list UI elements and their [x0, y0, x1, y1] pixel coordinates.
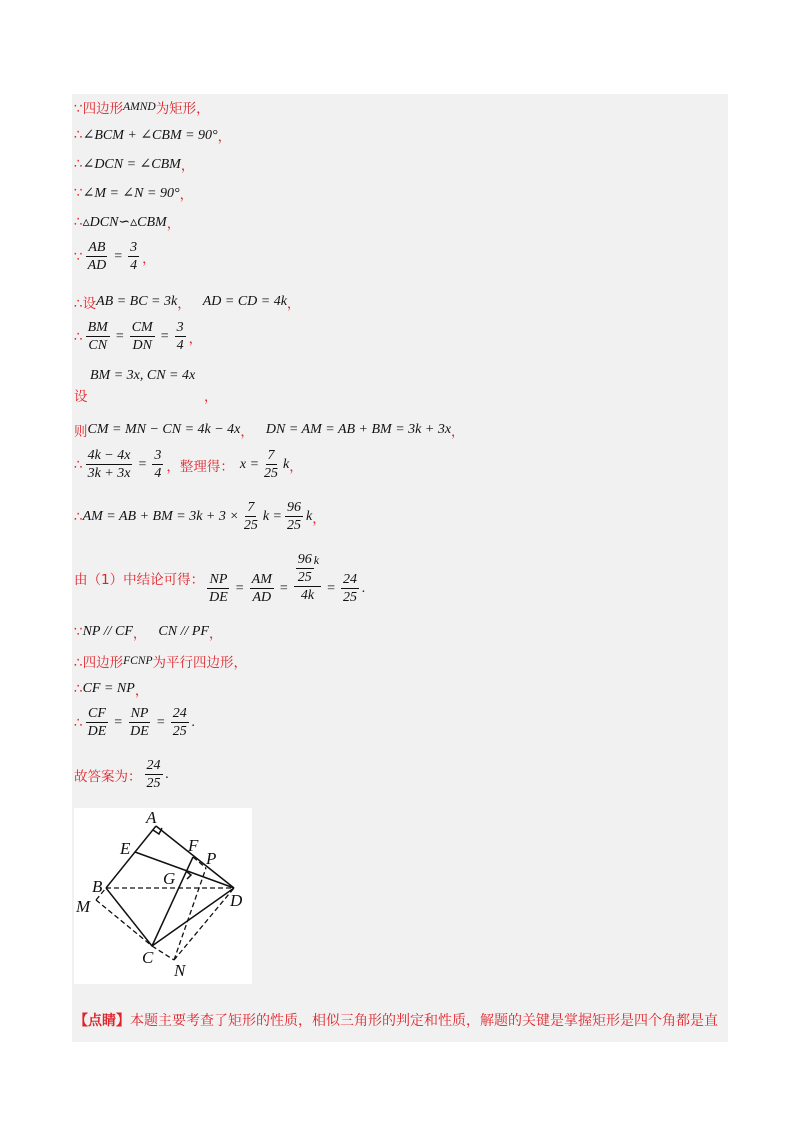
text-segment: 则 [74, 424, 88, 440]
fraction-denominator: 25 [243, 518, 258, 533]
fraction-numerator: 96 [287, 500, 301, 515]
label-D: D [230, 891, 243, 910]
fraction-numerator: CF [87, 706, 106, 721]
fraction-numerator: 4k − 4x [87, 448, 131, 463]
text-segment: ∴ [74, 214, 83, 230]
key-point-note [74, 1010, 718, 1030]
fraction-denominator: DE [209, 590, 228, 605]
label-G: G [163, 869, 176, 888]
text-segment: 设 [74, 389, 88, 405]
fraction-denominator: 3k + 3x [87, 466, 131, 481]
text-segment: ， [180, 158, 195, 174]
text-segment: ∵ [74, 624, 83, 640]
text-segment: ， [217, 129, 232, 145]
text-segment: ， [312, 510, 326, 527]
label-P: P [206, 849, 217, 868]
text-segment: 为平行四边形， [152, 655, 247, 671]
math-segment: x = [239, 456, 260, 472]
solution-line-15 [74, 651, 247, 671]
fraction-numerator: 24 [146, 758, 161, 773]
text-segment: ∴ [74, 156, 83, 172]
math-segment: k [306, 508, 313, 524]
text-segment: ∴ [74, 127, 83, 143]
label-C: C [142, 948, 154, 967]
segment-FP [193, 857, 206, 868]
text-segment: . [165, 766, 169, 782]
math-segment: AM = AB + BM = 3k + 3 × [82, 508, 239, 524]
geometry-diagram [74, 808, 252, 984]
fraction-numerator: 24 [343, 572, 358, 587]
fraction-denominator: 4 [130, 258, 138, 273]
text-segment: ， [188, 330, 203, 347]
math-segment: BM = 3x, CN = 4x [90, 368, 196, 383]
fraction-denominator: DN [132, 338, 152, 353]
equals-sign: = [114, 248, 123, 264]
geometry-figure [74, 808, 252, 984]
label-E: E [120, 839, 131, 858]
text-segment: ， [134, 683, 149, 699]
fraction [296, 553, 314, 585]
fraction [250, 572, 274, 605]
segment-NP [174, 868, 206, 960]
fraction-denominator: 4 [154, 466, 162, 481]
text-segment: ， [166, 216, 181, 232]
fraction [130, 320, 155, 353]
fraction-numerator: NP [209, 572, 228, 587]
text-segment: ，整理得： [166, 458, 234, 475]
nested-fraction [294, 553, 321, 603]
fraction-denominator: DE [87, 724, 107, 739]
fraction-numerator: CM [131, 320, 153, 335]
math-segment: AB = BC = 3k [96, 294, 178, 309]
fraction-numerator: 96 [297, 551, 312, 567]
math-segment: FCNP [123, 655, 153, 667]
fraction-denominator: 25 [343, 590, 358, 605]
fraction [262, 448, 280, 481]
fraction-numerator: 24 [172, 706, 187, 721]
text-segment: ， [240, 424, 254, 440]
label-F: F [188, 836, 199, 855]
text-segment: ， [132, 626, 147, 642]
fraction [207, 572, 230, 605]
fraction-denominator: 4 [176, 338, 184, 353]
fraction-numerator: 3 [154, 448, 162, 463]
math-segment: ∠BCM + ∠CBM = 90° [82, 127, 218, 143]
solution-line-12 [74, 500, 326, 533]
fraction [175, 320, 186, 353]
text-segment: 故答案为： [74, 768, 142, 785]
fraction-numerator: AB [88, 240, 106, 255]
solution-line-3 [74, 154, 194, 174]
math-segment: AD = CD = 4k [202, 294, 287, 309]
key-point-text: 本题主要考查了矩形的性质，相似三角形的判定和性质，解题的关键是掌握矩形是四个角都是直 [130, 1013, 718, 1029]
fraction-denominator: 25 [172, 724, 187, 739]
label-N: N [174, 961, 186, 980]
math-segment: CF = NP [82, 681, 135, 696]
solution-line-9 [74, 368, 274, 408]
fraction [242, 500, 260, 533]
fraction [128, 706, 151, 739]
text-segment: ， [179, 187, 194, 203]
fraction [86, 240, 109, 273]
solution-line-13: 由（1）中结论可得： $\frac{NP}{DE}$ = $\frac{AM}{AD}$ = $\frac{96}{25}$ k 4k = $\frac{24}{25}$ . [74, 551, 366, 605]
text-segment: ∴ [74, 456, 83, 473]
text-segment: . [362, 580, 366, 596]
fraction-denominator: 25 [297, 569, 312, 585]
text-segment: ∴设 [74, 296, 97, 312]
math-segment: CN // PF [158, 624, 209, 639]
segment-MC [96, 900, 152, 946]
math-segment: ∠DCN = ∠CBM [82, 156, 181, 172]
text-segment: ， [142, 250, 156, 267]
fraction [145, 758, 163, 791]
text-segment: ∴ [74, 681, 83, 697]
fraction-denominator: CN [88, 338, 108, 353]
label-A: A [146, 808, 157, 827]
solution-line-10 [74, 420, 465, 440]
fraction [128, 240, 139, 273]
fraction-numerator: 7 [247, 500, 255, 515]
math-segment: AMND [123, 101, 156, 113]
solution-line-4 [74, 183, 193, 203]
fraction-denominator: AD [252, 590, 272, 605]
text-segment: ∴ [74, 714, 83, 731]
fraction-numerator: AM [251, 572, 272, 587]
text-segment: ∴ [74, 328, 83, 345]
label-B: B [92, 877, 103, 896]
fraction-numerator: 3 [176, 320, 184, 335]
math-segment: k [313, 552, 320, 567]
text-segment: . [191, 714, 196, 730]
math-segment: DN = AM = AB + BM = 3k + 3x [265, 422, 452, 437]
solution-line-17: ∴ $\frac{CF}{DE}$ = $\frac{NP}{DE}$ = $\frac{24}{25}$ . [74, 706, 196, 739]
fraction [171, 706, 189, 739]
key-point-label: 【点睛】 [74, 1013, 130, 1029]
text-segment: 为矩形， [155, 101, 210, 117]
fraction-denominator: AD [87, 258, 107, 273]
fraction [86, 706, 109, 739]
fraction-denominator: DE [130, 724, 149, 739]
fraction-denominator: 25 [264, 466, 279, 481]
fraction-numerator: 7 [267, 448, 275, 463]
solution-line-1 [74, 97, 210, 117]
solution-line-5 [74, 212, 180, 232]
text-segment: ， [289, 458, 303, 475]
fraction [152, 448, 163, 481]
solution-line-14 [74, 622, 222, 642]
fraction-denominator: 25 [146, 776, 161, 791]
fraction [86, 320, 110, 353]
solution-line-2 [74, 125, 231, 145]
fraction-numerator [294, 553, 321, 587]
text-segment: ， [177, 296, 191, 312]
text-segment: ∵ [74, 185, 83, 201]
solution-line-8: ∴ $\frac{BM}{CN}$ = $\frac{CM}{DN}$ = $\frac{3}{4}$ ， [74, 320, 203, 353]
math-segment: ▵DCN∽▵CBM [82, 214, 167, 230]
text-segment: ∵四边形 [74, 101, 124, 117]
text-segment: ， [451, 424, 465, 440]
fraction-denominator: 25 [287, 518, 301, 533]
fraction [86, 448, 133, 481]
text-segment: ∴ [74, 508, 83, 525]
segment-CD [152, 888, 234, 946]
math-segment: CM = MN − CN = 4k − 4x [87, 422, 241, 437]
solution-line-6 [74, 240, 156, 273]
fraction-denominator: 4k [300, 587, 315, 603]
fraction [341, 572, 359, 605]
fraction-numerator: NP [130, 706, 149, 721]
text-segment: ， [286, 296, 301, 312]
math-segment: NP // CF [82, 624, 133, 639]
text-segment: ， [208, 626, 223, 642]
fraction-numerator: BM [87, 320, 108, 335]
text-segment: ∵ [74, 248, 83, 265]
segment-CN [152, 946, 174, 960]
solution-line-7 [74, 292, 300, 312]
math-segment: k [283, 456, 290, 472]
text-segment: ∴四边形 [74, 655, 124, 671]
text-segment: ， [204, 389, 218, 405]
math-segment: k = [262, 508, 282, 524]
solution-line-18 [74, 758, 169, 791]
segment-BC [106, 888, 152, 946]
solution-line-16 [74, 679, 148, 699]
fraction-numerator: 3 [130, 240, 138, 255]
fraction [285, 500, 303, 533]
math-segment: ∠M = ∠N = 90° [82, 185, 180, 201]
label-M: M [76, 897, 91, 916]
segment-ED [135, 852, 234, 888]
text-segment: 由（1）中结论可得： [74, 571, 205, 588]
solution-line-11: ∴ $\frac{4k - 4x}{3k + 3x}$ = $\frac{3}{4}$ ，整理得： x = $\frac{7}{25}$ k ， [74, 448, 303, 481]
